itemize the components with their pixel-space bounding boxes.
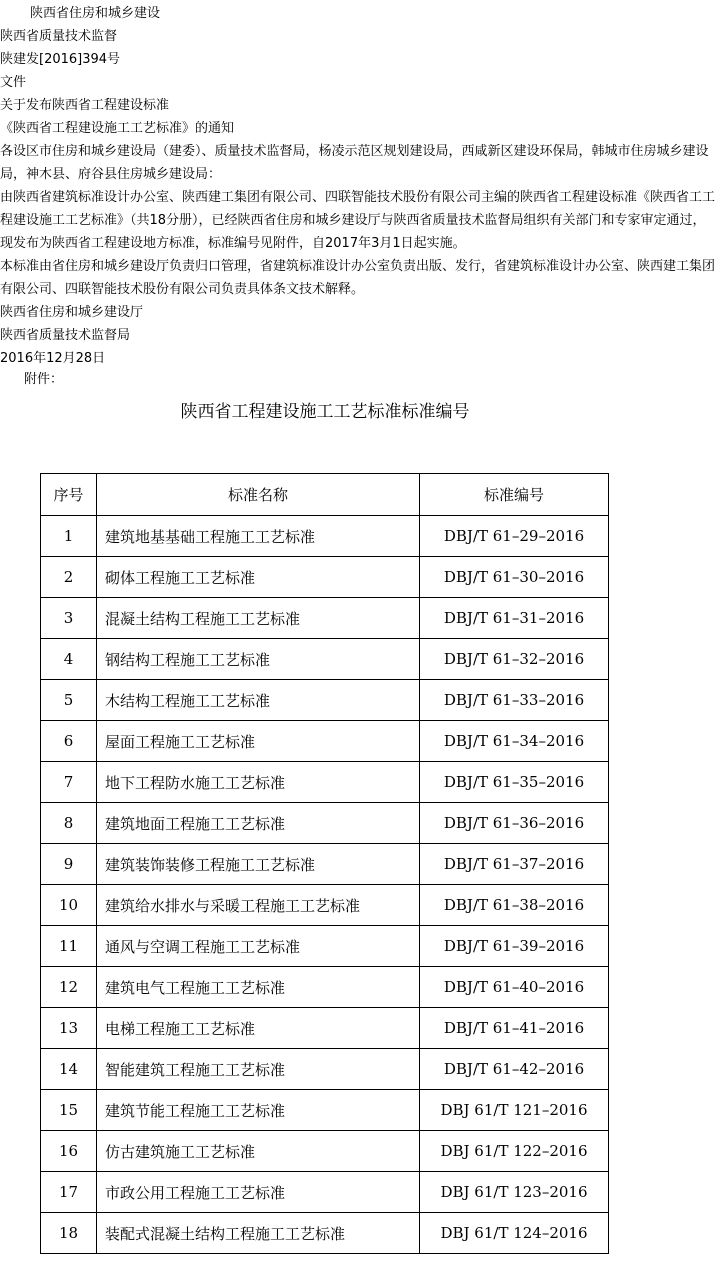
row-name: 地下工程防水施工工艺标准 bbox=[97, 762, 420, 803]
signature-line-1: 陕西省住房和城乡建设厅 bbox=[0, 305, 144, 320]
signature-line-2: 陕西省质量技术监督局 bbox=[0, 328, 131, 343]
row-code: DBJ/T 61–38–2016 bbox=[420, 885, 609, 926]
row-name: 屋面工程施工工艺标准 bbox=[97, 721, 420, 762]
row-name: 智能建筑工程施工工艺标准 bbox=[97, 1049, 420, 1090]
body-paragraph-2: 本标准由省住房和城乡建设厅负责归口管理，省建筑标准设计办公室负责出版、发行，省建筑标准设计办公室、陕西建工集团有限公司、四联智能技术股份有限公司负责具体条文技术解释。 bbox=[0, 259, 716, 297]
row-name: 建筑给水排水与采暖工程施工工艺标准 bbox=[97, 885, 420, 926]
row-code: DBJ 61/T 124–2016 bbox=[420, 1213, 609, 1254]
row-code: DBJ/T 61–31–2016 bbox=[420, 598, 609, 639]
table-row bbox=[41, 1131, 609, 1172]
table-row bbox=[41, 598, 609, 639]
row-name: 建筑电气工程施工工艺标准 bbox=[97, 967, 420, 1008]
table-row bbox=[41, 1213, 609, 1254]
row-code: DBJ/T 61–32–2016 bbox=[420, 639, 609, 680]
table-row bbox=[41, 721, 609, 762]
attachment-title: 陕西省工程建设施工工艺标准标准编号 bbox=[180, 402, 470, 422]
row-name: 建筑装饰装修工程施工工艺标准 bbox=[97, 844, 420, 885]
notice-title-line-1: 关于发布陕西省工程建设标准 bbox=[0, 98, 170, 113]
row-no: 18 bbox=[41, 1213, 97, 1254]
row-code: DBJ 61/T 123–2016 bbox=[420, 1172, 609, 1213]
row-no: 2 bbox=[41, 557, 97, 598]
row-no: 11 bbox=[41, 926, 97, 967]
row-no: 6 bbox=[41, 721, 97, 762]
row-name: 装配式混凝土结构工程施工工艺标准 bbox=[97, 1213, 420, 1254]
table-row bbox=[41, 1049, 609, 1090]
row-no: 15 bbox=[41, 1090, 97, 1131]
header-code: 标准编号 bbox=[420, 474, 609, 516]
row-code: DBJ/T 61–37–2016 bbox=[420, 844, 609, 885]
addressees: 各设区市住房和城乡建设局（建委）、质量技术监督局，杨凌示范区规划建设局，西咸新区建设环保局，韩城市住房城乡建设局，神木县、府谷县住房城乡建设局： bbox=[0, 144, 709, 182]
row-code: DBJ/T 61–40–2016 bbox=[420, 967, 609, 1008]
row-no: 13 bbox=[41, 1008, 97, 1049]
row-code: DBJ/T 61–42–2016 bbox=[420, 1049, 609, 1090]
table-row bbox=[41, 762, 609, 803]
table-row bbox=[41, 557, 609, 598]
row-code: DBJ/T 61–41–2016 bbox=[420, 1008, 609, 1049]
table-row bbox=[41, 1172, 609, 1213]
row-name: 通风与空调工程施工工艺标准 bbox=[97, 926, 420, 967]
table-row bbox=[41, 844, 609, 885]
row-code: DBJ/T 61–34–2016 bbox=[420, 721, 609, 762]
table-row bbox=[41, 516, 609, 557]
table-header-row bbox=[41, 474, 609, 516]
row-no: 17 bbox=[41, 1172, 97, 1213]
issuer-line-1: 陕西省住房和城乡建设 bbox=[30, 6, 161, 21]
row-name: 建筑地基基础工程施工工艺标准 bbox=[97, 516, 420, 557]
row-no: 1 bbox=[41, 516, 97, 557]
standards-table bbox=[40, 473, 609, 1254]
row-name: 市政公用工程施工工艺标准 bbox=[97, 1172, 420, 1213]
row-no: 16 bbox=[41, 1131, 97, 1172]
row-no: 5 bbox=[41, 680, 97, 721]
row-name: 砌体工程施工工艺标准 bbox=[97, 557, 420, 598]
row-name: 钢结构工程施工工艺标准 bbox=[97, 639, 420, 680]
document-suffix: 文件 bbox=[0, 75, 27, 90]
row-name: 建筑地面工程施工工艺标准 bbox=[97, 803, 420, 844]
table-row bbox=[41, 885, 609, 926]
row-no: 7 bbox=[41, 762, 97, 803]
table-row bbox=[41, 1008, 609, 1049]
header-name: 标准名称 bbox=[97, 474, 420, 516]
table-row bbox=[41, 680, 609, 721]
row-no: 3 bbox=[41, 598, 97, 639]
row-no: 10 bbox=[41, 885, 97, 926]
row-no: 12 bbox=[41, 967, 97, 1008]
row-name: 建筑节能工程施工工艺标准 bbox=[97, 1090, 420, 1131]
header-no: 序号 bbox=[41, 474, 97, 516]
row-code: DBJ/T 61–36–2016 bbox=[420, 803, 609, 844]
row-name: 木结构工程施工工艺标准 bbox=[97, 680, 420, 721]
document-number: 陕建发[2016]394号 bbox=[0, 52, 121, 67]
row-no: 8 bbox=[41, 803, 97, 844]
table-row bbox=[41, 967, 609, 1008]
table-row bbox=[41, 926, 609, 967]
body-paragraph-1: 由陕西省建筑标准设计办公室、陕西建工集团有限公司、四联智能技术股份有限公司主编的陕西省工程建设标准《陕西省工工程建设施工工艺标准》（共18分册），已经陕西省住房和城乡建设厅与陕西省质量技术监督局组织有关部门和专家审定通过，现发布为陕西省工程建设地方标准，标准编号见附件，自2017年3月1日起实施。 bbox=[0, 190, 716, 251]
notice-document bbox=[0, 2, 716, 370]
row-code: DBJ/T 61–39–2016 bbox=[420, 926, 609, 967]
table-row bbox=[41, 1090, 609, 1131]
issue-date: 2016年12月28日 bbox=[0, 351, 106, 366]
table-row bbox=[41, 639, 609, 680]
row-code: DBJ/T 61–33–2016 bbox=[420, 680, 609, 721]
attachment-label: 附件： bbox=[24, 372, 64, 387]
row-name: 仿古建筑施工工艺标准 bbox=[97, 1131, 420, 1172]
row-name: 混凝土结构工程施工工艺标准 bbox=[97, 598, 420, 639]
row-no: 9 bbox=[41, 844, 97, 885]
row-code: DBJ/T 61–30–2016 bbox=[420, 557, 609, 598]
notice-title-line-2: 《陕西省工程建设施工工艺标准》的通知 bbox=[0, 121, 235, 136]
row-code: DBJ/T 61–29–2016 bbox=[420, 516, 609, 557]
row-code: DBJ 61/T 122–2016 bbox=[420, 1131, 609, 1172]
issuer-line-2: 陕西省质量技术监督 bbox=[0, 29, 118, 44]
table-row bbox=[41, 803, 609, 844]
row-code: DBJ 61/T 121–2016 bbox=[420, 1090, 609, 1131]
row-name: 电梯工程施工工艺标准 bbox=[97, 1008, 420, 1049]
row-no: 14 bbox=[41, 1049, 97, 1090]
row-no: 4 bbox=[41, 639, 97, 680]
row-code: DBJ/T 61–35–2016 bbox=[420, 762, 609, 803]
